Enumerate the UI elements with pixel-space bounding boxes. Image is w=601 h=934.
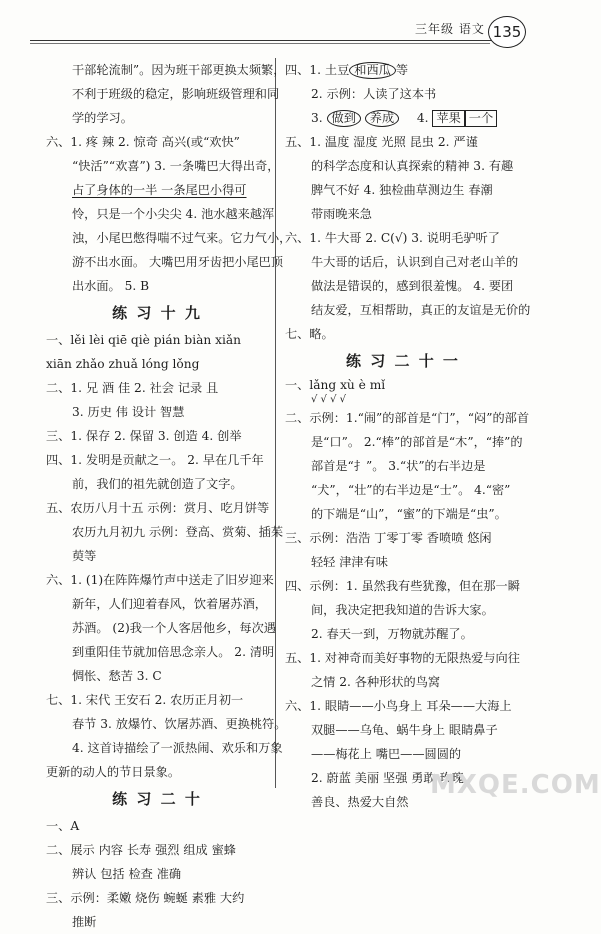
text-line: 的下端是“山”，“蜜”的下端是“虫”。 <box>311 507 507 521</box>
text-line: 做法是错误的，感到很羞愧。 4. 要团 <box>311 279 514 293</box>
text-line: 三、示例：柔嫩 烧伤 蜿蜒 素雅 大约 <box>46 891 245 905</box>
text-line: 六、1. 牛大哥 2. C(√) 3. 说明毛驴听了 <box>285 231 500 245</box>
text-line: 七、略。 <box>285 327 334 341</box>
q4-line-2: 2. 示例：人读了这本书 <box>311 87 437 101</box>
text-line: 部首是“扌”。 3.“状”的右半边是 <box>311 459 486 473</box>
text-line: 二、示例：1.“闹”的部首是“门”，“闷”的部首 <box>285 411 530 425</box>
text-line: 带雨晚来急 <box>311 207 372 221</box>
text-line: 五、农历八月十五 示例：赏月、吃月饼等 <box>46 501 270 515</box>
header-rule <box>30 40 522 41</box>
text-line: 双腿——乌龟、蜗牛身上 眼睛鼻子 <box>311 723 498 737</box>
text-line: 五、1. 对神奇而美好事物的无限热爱与向往 <box>285 651 520 665</box>
text-line: 占了身体的一半 一条尾巴小得可 <box>72 183 247 197</box>
right-column <box>285 58 531 814</box>
q4-line-3 <box>285 106 521 130</box>
text-line: 不利于班级的稳定，影响班级管理和同 <box>72 87 280 101</box>
header-rule-thin <box>30 43 490 44</box>
text-line: 二、1. 兄 酒 佳 2. 社会 记录 且 <box>46 381 219 395</box>
text-line: 三、1. 保存 2. 保留 3. 创造 4. 创举 <box>46 429 242 443</box>
text-line: “犬”，“壮”的右半边是“士”。 4.“密” <box>311 483 511 497</box>
q4-3-label: 3. <box>311 111 323 125</box>
text-line: 4. 这首诗描绘了一派热闹、欢乐和万象 <box>72 741 283 755</box>
text-line: 五、1. 温度 湿度 光照 昆虫 2. 严谨 <box>285 135 478 149</box>
text-line: 到重阳佳节就加倍思念亲人。 2. 清明 <box>72 645 275 659</box>
text-line: 脾气不好 4. 独检曲草测边生 春潮 <box>311 183 493 197</box>
section-21-ticks: √ √ √ √ <box>311 394 347 405</box>
text-line: 出水面。 5. B <box>72 279 150 293</box>
q4-4-box-2: 一个 <box>465 110 497 127</box>
right-block-b <box>285 406 530 814</box>
text-line: 学的学习。 <box>72 111 133 125</box>
intro-lines <box>46 58 286 130</box>
q4-3-oval: 做到 <box>327 110 361 127</box>
text-line: 善良、热爱大自然 <box>311 795 409 809</box>
header-title: 三年级 语文 <box>415 22 485 36</box>
page-number: 135 <box>488 16 526 48</box>
text-line: 一、lěi lèi qiē qiè pián biàn xiǎn <box>46 333 241 347</box>
section-21-title: 练 习 二 十 一 <box>346 352 460 370</box>
text-line: 是“口”。 2.“棒”的部首是“木”，“捧”的 <box>311 435 523 449</box>
text-line: ——梅花上 嘴巴——圆圆的 <box>311 747 462 761</box>
text-line: 四、1. 发明是贡献之一。 2. 早在几千年 <box>46 453 264 467</box>
text-line: xiān zhǎo zhuǎ lóng lǒng <box>46 357 200 371</box>
text-line: 轻轻 津津有味 <box>311 555 388 569</box>
text-line: 2. 春天一到，万物就苏醒了。 <box>311 627 473 641</box>
q4-4-box-1: 苹果 <box>432 110 464 127</box>
q4-3-oval-2: 养成 <box>365 110 399 127</box>
text-line: 更新的动人的节日景象。 <box>46 765 181 779</box>
text-line: 六、1. 眼睛——小鸟身上 耳朵——大海上 <box>285 699 512 713</box>
page-header <box>0 0 560 46</box>
watermark: MXQE.COM <box>430 770 601 800</box>
text-line: 四、示例：1. 虽然我有些犹豫，但在那一瞬 <box>285 579 520 593</box>
text-line: 的科学态度和认真探索的精神 3. 有趣 <box>311 159 514 173</box>
text-line: 推断 <box>72 915 97 929</box>
text-line: “快活”“欢喜”) 3. 一条嘴巴大得出奇， <box>72 159 280 173</box>
q6-block <box>46 130 292 298</box>
text-line: 六、1. (1)在阵阵爆竹声中送走了旧岁迎来 <box>46 573 274 587</box>
section-20-title: 练 习 二 十 <box>112 790 202 808</box>
text-line: 六、1. 疼 辣 2. 惊奇 高兴(或“欢快” <box>46 135 240 149</box>
q4-4-label: 4. <box>416 111 429 125</box>
text-line: 2. 蔚蓝 美丽 坚强 勇敢 玫瑰 <box>311 771 464 785</box>
text-line: 二、展示 内容 长寿 强烈 组成 蜜蜂 <box>46 843 236 857</box>
text-line: 前，我们的祖先就创造了文字。 <box>72 477 243 491</box>
q4-suffix: 等 <box>395 63 409 77</box>
q4-oval: 和西瓜 <box>349 62 396 79</box>
text-line: 牛大哥的话后，认识到自己对老山羊的 <box>311 255 519 269</box>
right-block-a <box>285 130 531 346</box>
text-line: 之情 2. 各种形状的鸟窝 <box>311 675 441 689</box>
text-line: 干部轮流制”。因为班干部更换太频繁， <box>72 63 286 77</box>
q4-prefix: 四、1. 土豆 <box>285 63 350 77</box>
text-line: 怜，只是一个小尖尖 4. 池水越来越浑 <box>72 207 275 221</box>
text-line: 间，我决定把我知道的告诉大家。 <box>311 603 494 617</box>
q4-line-1 <box>285 58 521 82</box>
section-20-body <box>46 814 268 934</box>
text-line: 七、1. 宋代 王安石 2. 农历正月初一 <box>46 693 244 707</box>
text-line: 辨认 包括 检查 准确 <box>72 867 182 881</box>
text-line: 惆怅、愁苦 3. C <box>72 669 162 683</box>
text-line: 农历九月初九 示例：登高、赏菊、插茱 <box>72 525 284 539</box>
text-line: 新年，人们迎着春风，饮着屠苏酒， <box>72 597 267 611</box>
text-line: 苏酒。 (2)我一个人客居他乡，每次遇 <box>72 621 276 635</box>
text-line: 游不出水面。 大嘴巴用牙齿把小尾巴顶 <box>72 255 284 269</box>
text-line: 春节 3. 放爆竹、饮屠苏酒、更换桃符。 <box>72 717 287 731</box>
left-column <box>46 58 292 934</box>
text-line: 萸等 <box>72 549 97 563</box>
text-line: 三、示例：浩浩 丁零丁零 香喷喷 悠闲 <box>285 531 492 545</box>
section-19-body <box>46 328 287 784</box>
text-line: 结友爱，互相帮助，真正的友谊是无价的 <box>311 303 531 317</box>
section-21-pinyin: 一、lǎng xù è mǐ <box>285 378 386 392</box>
text-line: 浊，小尾巴憋得喘不过气来。它力气小， <box>72 231 292 245</box>
section-19-title: 练 习 十 九 <box>112 304 202 322</box>
text-line: 3. 历史 伟 设计 智慧 <box>72 405 185 419</box>
text-line: 一、A <box>46 819 80 833</box>
